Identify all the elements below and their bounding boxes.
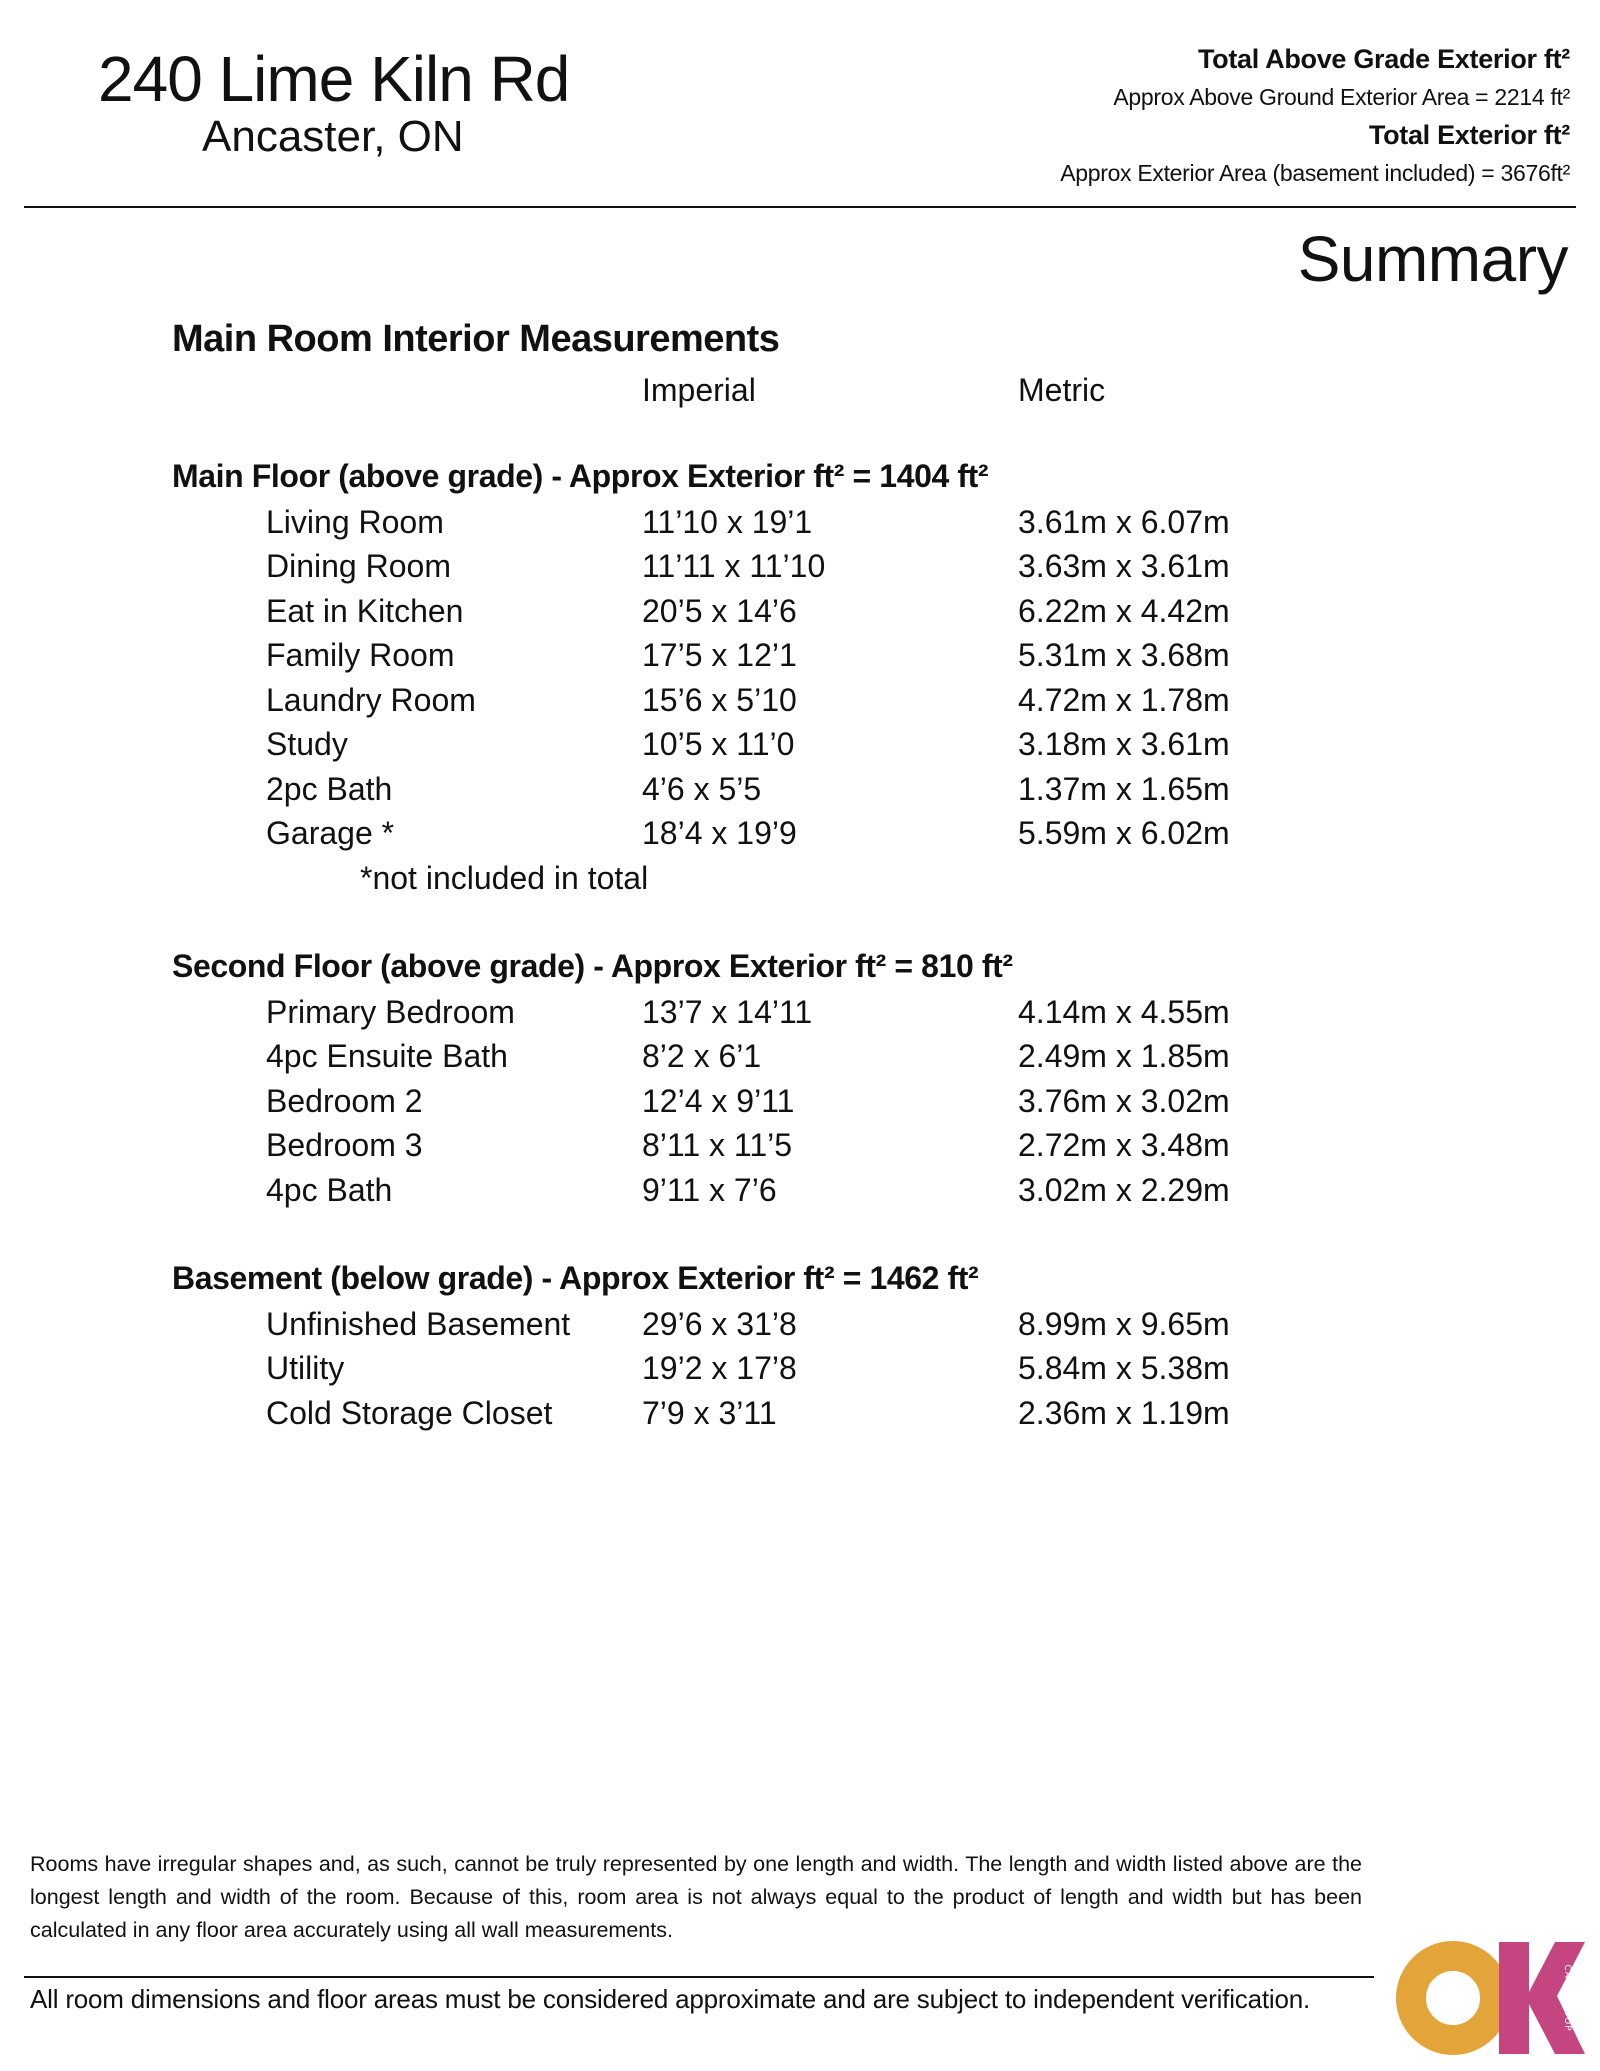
room-metric: 3.18m x 3.61m [1018,726,1230,762]
room-metric: 2.36m x 1.19m [1018,1395,1230,1431]
room-row [0,771,1600,815]
room-name: Unfinished Basement [266,1306,571,1342]
logo-name-line2: PHOTOGRAPHY [1573,1969,1580,2027]
room-row [0,1038,1600,1082]
room-imperial: 8’11 x 11’5 [642,1127,793,1163]
room-name: Utility [266,1350,345,1386]
room-metric: 8.99m x 9.65m [1018,1306,1230,1342]
section-title-basement: Basement (below grade) - Approx Exterior ft² = 1462 ft² [172,1260,979,1296]
room-imperial: 20’5 x 14’6 [642,593,797,629]
room-name: Laundry Room [266,682,476,718]
room-metric: 4.14m x 4.55m [1018,994,1230,1030]
room-name: Family Room [266,637,455,673]
room-imperial: 19’2 x 17’8 [642,1350,797,1386]
room-metric: 3.61m x 6.07m [1018,504,1230,540]
room-metric: 5.31m x 3.68m [1018,637,1230,673]
room-row [0,637,1600,681]
room-imperial: 15’6 x 5’10 [642,682,797,718]
room-metric: 3.63m x 3.61m [1018,548,1230,584]
company-logo [1395,1938,1585,2058]
room-name: Living Room [266,504,444,540]
room-row [0,593,1600,637]
room-row [0,548,1600,592]
column-header-imperial: Imperial [642,372,756,408]
address-line-2: Ancaster, ON [202,112,464,161]
address-line-1: 240 Lime Kiln Rd [98,43,570,115]
garage-note: *not included in total [360,860,649,896]
room-metric: 5.84m x 5.38m [1018,1350,1230,1386]
room-row [0,815,1600,859]
room-imperial: 17’5 x 12’1 [642,637,797,673]
footer-divider [24,1976,1374,1978]
main-title: Main Room Interior Measurements [172,318,780,360]
footer-note: All room dimensions and floor areas must be considered approximate and are subject to independent verification. [30,1984,1310,2014]
room-metric: 4.72m x 1.78m [1018,682,1230,718]
disclaimer-text: Rooms have irregular shapes and, as such, cannot be truly represented by one length and width. The length and width listed above are the longest length and width of the room. Because of this, room area is not always equal to the product of length and width but has been calculated in any floor area accurately using all wall measurements. [30,1852,1362,1942]
summary-heading: Summary [1297,223,1568,295]
room-metric: 3.76m x 3.02m [1018,1083,1230,1119]
room-name: Dining Room [266,548,451,584]
room-name: Eat in Kitchen [266,593,464,629]
room-name: 2pc Bath [266,771,393,807]
above-grade-value: Approx Above Ground Exterior Area = 2214 ft² [1113,84,1570,110]
room-metric: 1.37m x 1.65m [1018,771,1230,807]
room-imperial: 13’7 x 14’11 [642,994,813,1030]
room-name: Primary Bedroom [266,994,515,1030]
room-imperial: 7’9 x 3’11 [642,1395,777,1431]
room-imperial: 4’6 x 5’5 [642,771,762,807]
room-metric: 3.02m x 2.29m [1018,1172,1230,1208]
room-row [0,1172,1600,1216]
logo-name-line1: CATHY KOOP [1562,1964,1572,2032]
total-exterior-title: Total Exterior ft² [1368,120,1570,150]
room-row [0,1350,1600,1394]
room-row [0,682,1600,726]
section-title-second-floor: Second Floor (above grade) - Approx Exterior ft² = 810 ft² [172,948,1013,984]
room-name: Cold Storage Closet [266,1395,553,1431]
room-row [0,1395,1600,1439]
room-metric: 5.59m x 6.02m [1018,815,1230,851]
room-name: Bedroom 2 [266,1083,423,1119]
room-imperial: 29’6 x 31’8 [642,1306,797,1342]
room-imperial: 8’2 x 6’1 [642,1038,762,1074]
room-imperial: 9’11 x 7’6 [642,1172,777,1208]
room-imperial: 10’5 x 11’0 [642,726,795,762]
section-title-main-floor: Main Floor (above grade) - Approx Exterior ft² = 1404 ft² [172,458,989,494]
room-imperial: 18’4 x 19’9 [642,815,797,851]
room-row [0,726,1600,770]
room-row [0,504,1600,548]
header-divider [24,206,1576,208]
room-row [0,994,1600,1038]
room-name: 4pc Bath [266,1172,393,1208]
room-metric: 2.72m x 3.48m [1018,1127,1230,1163]
room-name: Bedroom 3 [266,1127,423,1163]
room-row [0,1306,1600,1350]
total-exterior-value: Approx Exterior Area (basement included) = 3676ft² [1060,160,1570,186]
room-imperial: 11’11 x 11’10 [642,548,826,584]
room-name: 4pc Ensuite Bath [266,1038,508,1074]
column-header-metric: Metric [1018,372,1106,408]
room-metric: 6.22m x 4.42m [1018,593,1230,629]
room-name: Garage * [266,815,395,851]
room-metric: 2.49m x 1.85m [1018,1038,1230,1074]
room-row [0,1083,1600,1127]
room-imperial: 11’10 x 19’1 [642,504,813,540]
above-grade-title: Total Above Grade Exterior ft² [1197,44,1570,74]
room-name: Study [266,726,348,762]
room-row [0,1127,1600,1171]
logo-o-mark [1411,1956,1495,2040]
room-imperial: 12’4 x 9’11 [642,1083,795,1119]
